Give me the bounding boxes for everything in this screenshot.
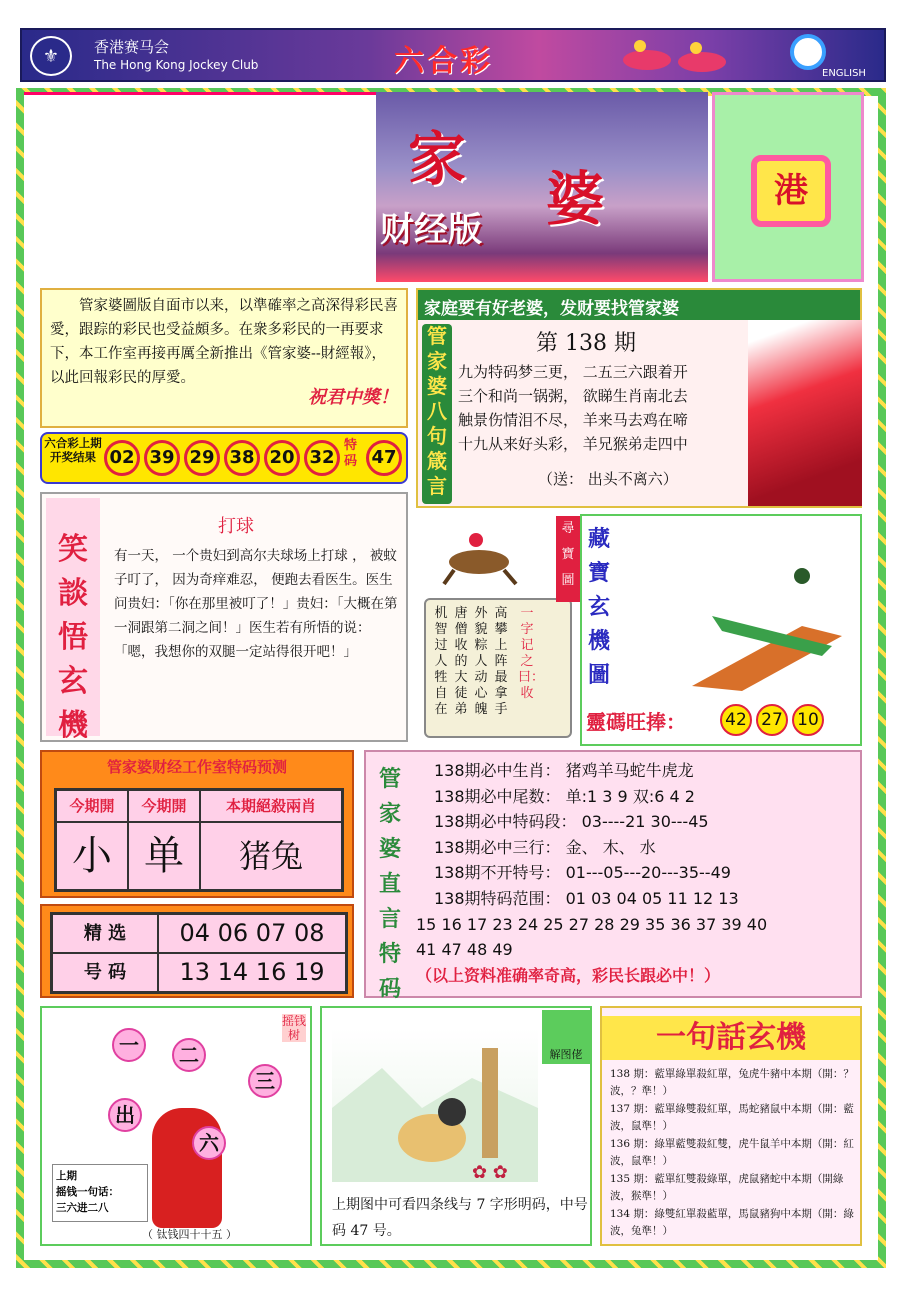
tree-tag: 摇钱树 [282,1014,307,1042]
tree-caption: （ 钛钱四十十五 ） [142,1228,237,1241]
club-name-cn: 香港赛马会 [94,38,170,56]
selected-numbers-table [50,912,348,994]
treasure-tag: 尋寶圖 [556,516,580,602]
result-ball: 29 [184,440,220,476]
lucky-ball: 42 [720,704,752,736]
prediction-value: 猪兔 [200,822,342,890]
direct-line: 15 16 17 23 24 25 27 28 29 35 36 37 39 40 [416,914,768,934]
cat-picture-icon [332,1028,538,1182]
last-draw-results [40,432,408,484]
lantern-panel [712,92,864,282]
lucky-ball: 27 [756,704,788,736]
joke-panel [40,492,408,742]
intro-panel [40,288,408,428]
result-ball: 38 [224,440,260,476]
intro-text: 管家婆圖版自面市以来，以準確率之高深得彩民喜愛，跟踪的彩民也受益頗多。在衆多彩民的一再要求下，本工作室再接再厲全新推出《管家婆--財經報》，以此回報彩民的厚愛。 [50,298,398,386]
hint-list [610,1066,860,1241]
direct-line: 138期必中尾数： 单:1 3 9 双:6 4 2 [434,786,695,806]
direct-line: 41 47 48 49 [416,940,513,960]
special-ball: 47 [366,440,402,476]
tree-fruit: 六 [192,1126,226,1160]
money-tree-panel [40,1006,312,1246]
scroll-column: 高攀上阵最拿手 [494,606,508,717]
club-name-en: The Hong Kong Jockey Club [94,58,259,72]
prediction-panel [40,750,354,898]
direct-line: 138期必中三行： 金、 木、 水 [434,837,656,857]
result-ball: 39 [144,440,180,476]
tree-previous: 上期 摇钱一句话： 三六进二八 [52,1164,148,1222]
treasure-title: 藏寶玄機圖 [587,526,610,688]
result-ball: 20 [264,440,300,476]
puzzle-tag: 解图佬 [542,1010,590,1064]
poem-lines [458,360,758,456]
direct-tips-panel [364,750,862,1002]
lantern-icon [751,155,831,227]
hint-item: 137 期：藍單綠雙殺紅單，馬蛇豬鼠中本期（開：藍波，鼠準！） [610,1103,854,1132]
lottery-title: 六合彩 [394,44,493,79]
crocodile-icon [682,556,852,696]
poem-period: 第 138 期 [536,331,636,356]
banner-subtitle: 财经版 [380,210,482,250]
scroll-column: 外貌粽人动心魄 [474,606,488,717]
prediction-col: 今期開 [56,790,128,822]
poem-line: 十九从来好头彩， 羊兄猴弟走四中 [458,435,688,453]
poem-vertical-title: 管家婆八句箴言 [422,324,452,504]
english-link[interactable]: ENGLISH [822,68,866,79]
selected-row: 04 06 07 08 [158,914,346,953]
tree-fruit: 二 [172,1038,206,1072]
svg-text:✿ ✿: ✿ ✿ [472,1162,508,1182]
prediction-col: 本期絕殺兩肖 [200,790,342,822]
poem-line: 触景伤情泪不尽， 羊来马去鸡在啼 [458,411,688,429]
tree-fruit: 三 [248,1064,282,1098]
selected-label: 精 选 [52,914,158,953]
hint-item: 135 期：藍單紅雙殺綠單，虎鼠豬蛇中本期（開綠波，猴準！） [610,1173,844,1202]
direct-side-title: 管家婆直言特码 [378,766,401,1002]
joke-title: 打球 [218,516,254,537]
result-ball: 02 [104,440,140,476]
intro-sign: 祝君中獎！ [308,387,398,408]
treasure-map-panel [561,514,862,746]
banner-blank-area [24,92,376,282]
racing-horses-icon [612,34,742,78]
prediction-col: 今期開 [128,790,200,822]
joke-side-title: 笑談悟玄機 [46,498,100,736]
site-header [20,28,886,82]
one-line-hint-panel [600,1006,862,1246]
direct-line: 138期必中特码段： 03----21 30---45 [434,812,709,832]
direct-line: 138期必中生肖： 猪鸡羊马蛇牛虎龙 [434,761,694,780]
poem-header: 家庭要有好老婆，发财要找管家婆 [418,290,860,320]
lantern-char: 港 [757,161,825,221]
puzzle-text: 上期图中可看四条线与 7 字形明码，中号码 47 号。 [332,1197,588,1239]
riddle-scroll-area [414,514,576,748]
tree-fruit: 出 [108,1098,142,1132]
english-link-icon[interactable] [790,34,826,70]
scroll-column: 机智过人牲自在 [434,606,448,717]
poem-note: （送： 出头不离六） [538,470,678,488]
lucky-ball: 10 [792,704,824,736]
eight-sayings-panel [416,288,862,508]
lucky-label: 靈碼旺捧： [586,710,686,734]
bride-veil-image [748,320,862,506]
direct-line: 138期不开特号： 01---05---20---35--49 [434,863,731,883]
results-label: 六合彩上期开奖结果 [44,436,102,464]
puzzle-panel [320,1006,592,1246]
hint-item: 136 期：綠單藍雙殺紅雙，虎牛鼠羊中本期（開：紅波，鼠準！） [610,1138,854,1167]
scroll-column: 唐僧收的大徒弟 [454,606,468,717]
direct-note: （以上资料准确率奇高，彩民长跟必中！） [416,965,721,985]
hint-item: 134 期：綠雙紅單殺藍單，馬鼠豬狗中本期（開：綠波，兔準！） [610,1208,854,1237]
banner-title-char: 婆 [546,165,605,233]
selected-numbers-panel [40,904,354,998]
selected-label: 号 码 [52,953,158,992]
direct-line: 138期特码范围： 01 03 04 05 11 12 13 [434,888,739,908]
banner [376,92,708,282]
horse-rider-icon [424,522,524,586]
poem-line: 三个和尚一锅粥， 欲睇生肖南北去 [458,387,688,405]
selected-row: 13 14 16 19 [158,953,346,992]
joke-text: 有一天， 一个贵妇到高尔夫球场上打球 ， 被蚊子叮了， 因为奇痒难忍， 便跑去看医生。医生问贵妇：「你在那里被叮了！」贵妇：「大概在第一洞跟第二洞之间！」医生若有所悟的说：「嗯，我想你的双腿一定站得很开吧！」 [114,548,398,660]
prediction-value: 小 [56,822,128,890]
poem-line: 九为特码梦三更， 二五三六跟着开 [458,363,688,381]
special-label: 特码 [344,438,358,469]
tree-fruit: 一 [112,1028,146,1062]
hint-title: 一句話玄機 [602,1016,860,1060]
hint-item: 138 期：藍單綠單殺紅單，兔虎牛豬中本期（開：？波，？準！） [610,1068,854,1097]
banner-title-char: 家 [408,125,467,193]
direct-lines [416,758,854,988]
scroll-column: 一字记之曰：收 [518,606,545,701]
prediction-header: 管家婆财经工作室特码预测 [106,758,287,776]
prediction-table [54,788,344,892]
prediction-value: 单 [128,822,200,890]
riddle-scroll [424,598,572,738]
jockey-club-logo[interactable]: ⚜ [30,36,72,76]
result-ball: 32 [304,440,340,476]
